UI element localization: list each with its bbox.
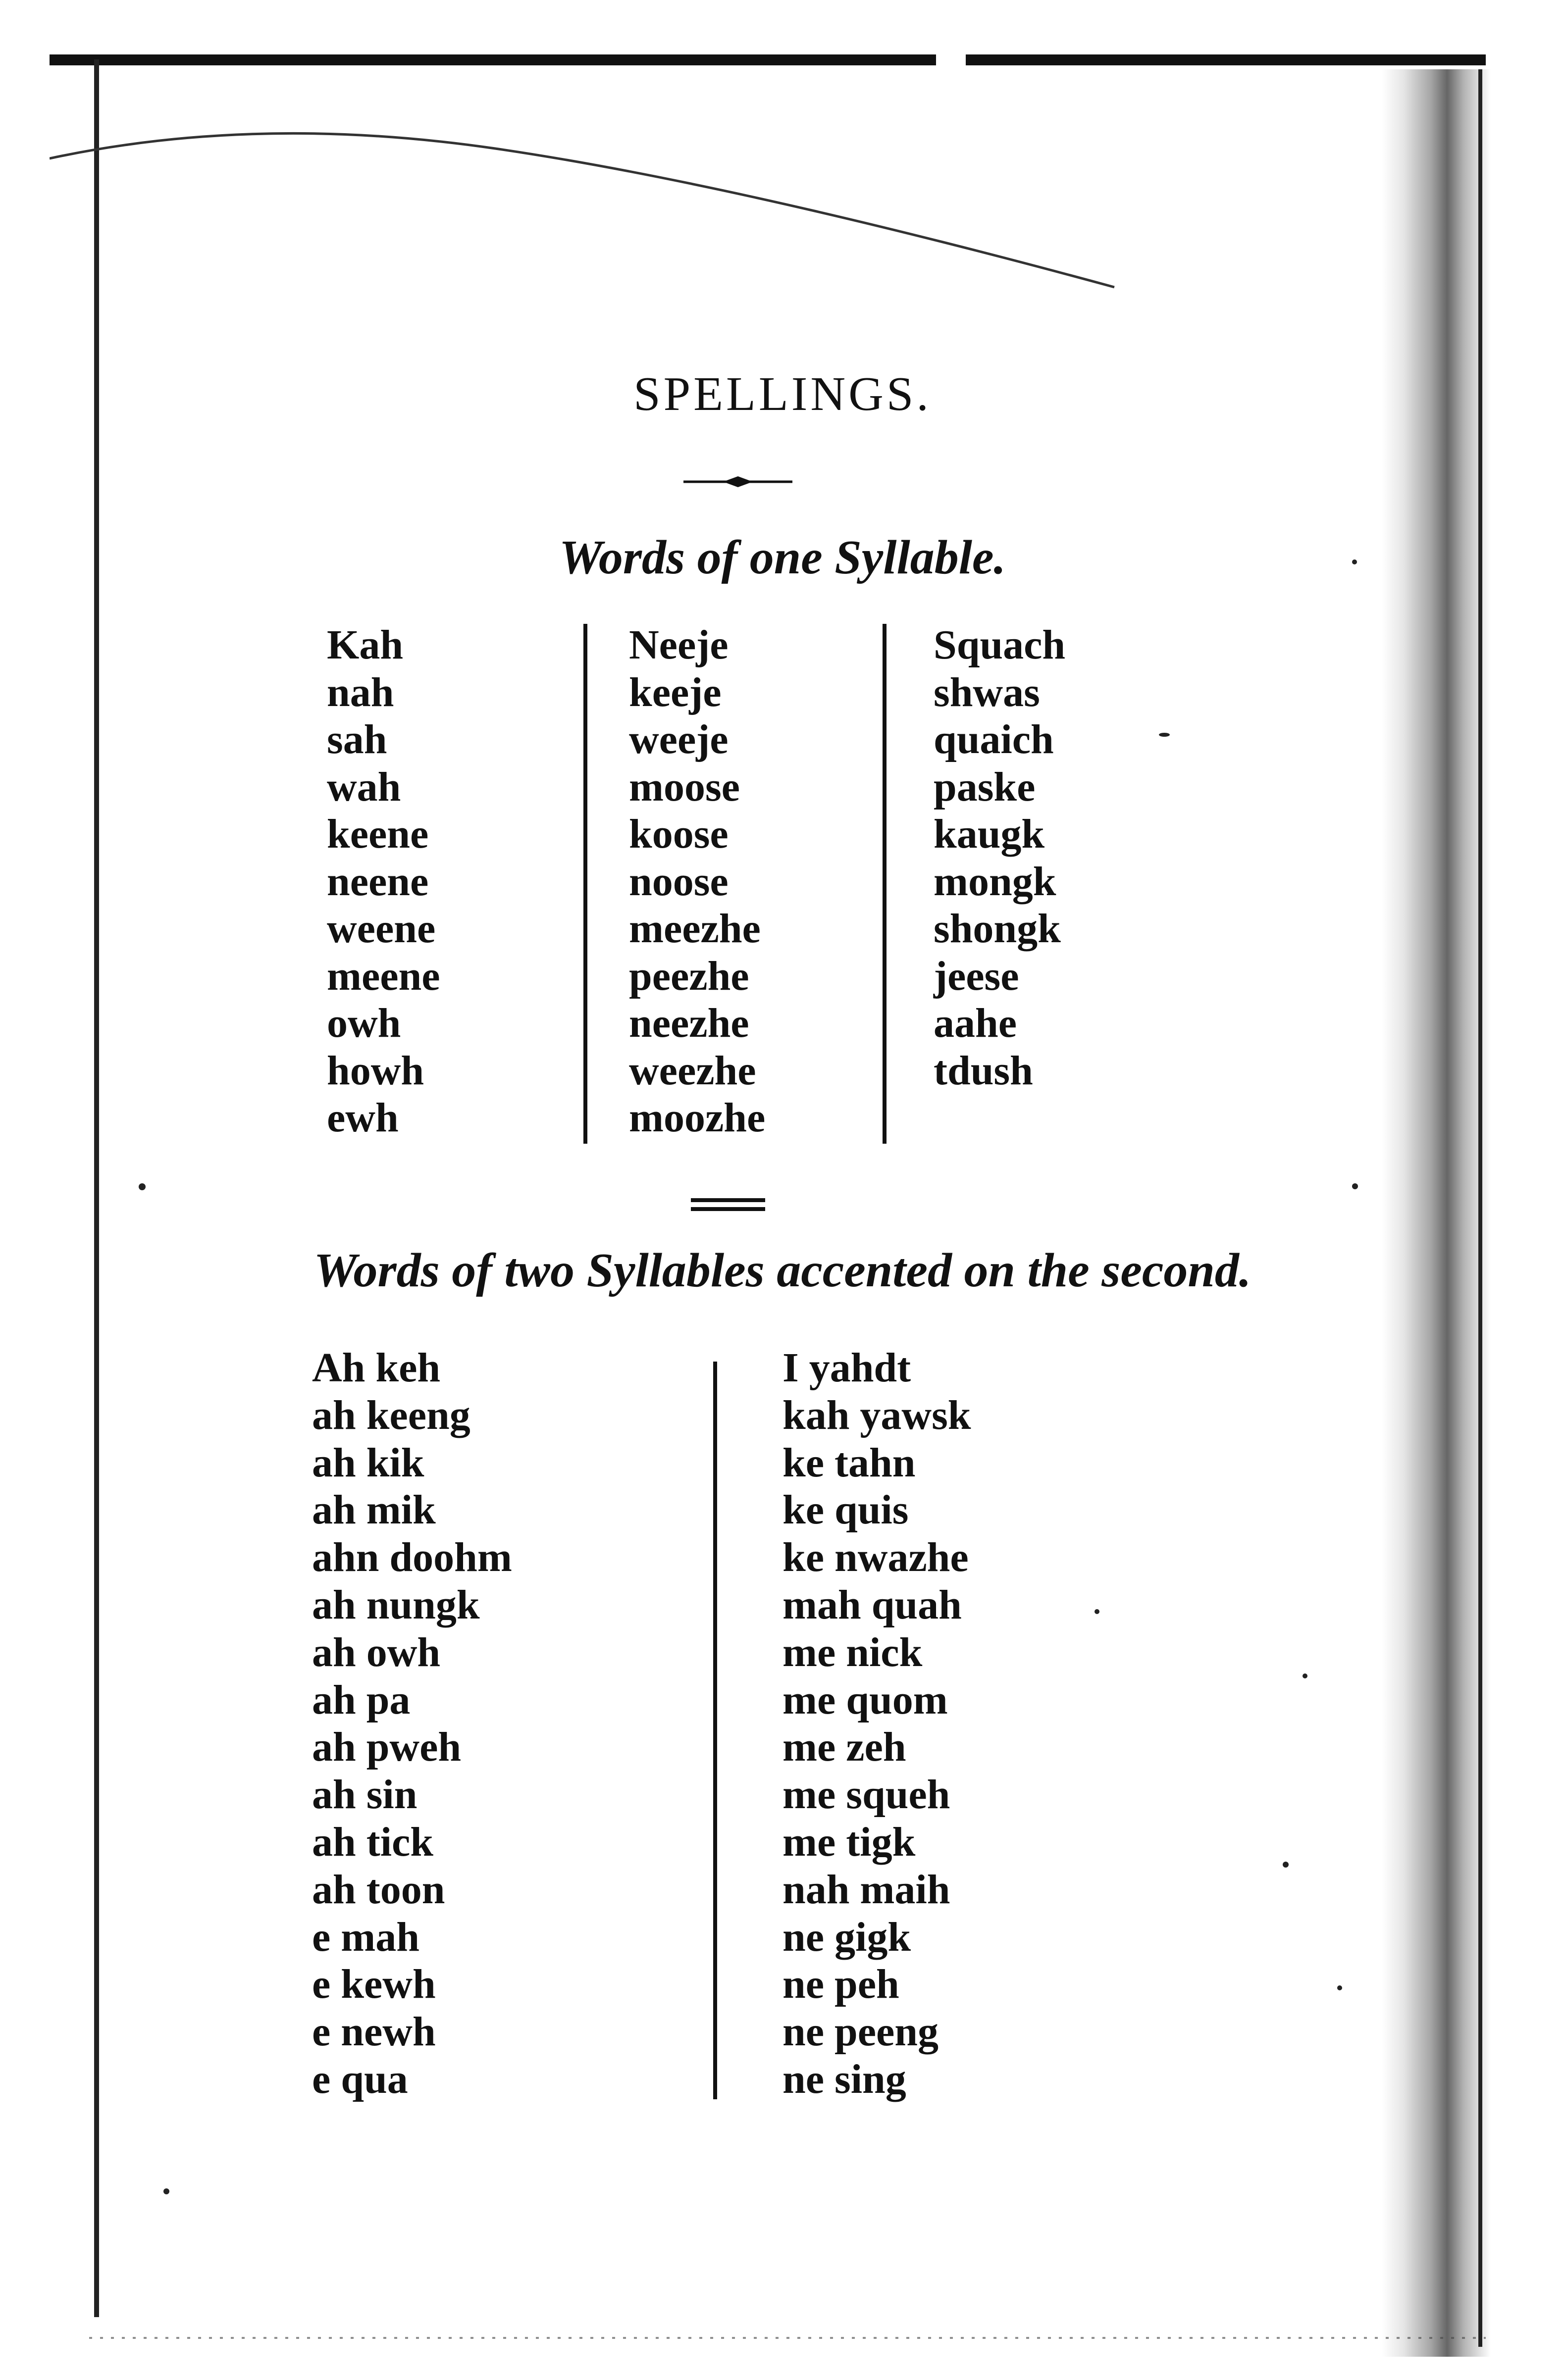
word: owh [327, 1000, 401, 1046]
word: ne peeng [782, 2009, 939, 2055]
word: me squeh [782, 1772, 950, 1818]
ink-speck [1303, 1673, 1307, 1678]
ink-speck [1352, 1183, 1358, 1189]
ink-speck [1283, 1862, 1289, 1868]
word: meezhe [629, 906, 761, 952]
word: ne sing [782, 2056, 906, 2102]
word: noose [629, 858, 729, 905]
word: ne gigk [782, 1914, 911, 1960]
word: e mah [312, 1914, 419, 1960]
word: sah [327, 716, 387, 762]
word: e kewh [312, 1961, 436, 2008]
word: ah pa [312, 1676, 411, 1723]
word: me quom [782, 1676, 948, 1723]
section-two-column-1 [312, 1344, 512, 2103]
page-title: SPELLINGS. [633, 367, 932, 421]
word: I yahdt [782, 1345, 911, 1391]
word: Ah keh [312, 1345, 441, 1391]
word: ahn doohm [312, 1534, 512, 1581]
word: tdush [934, 1047, 1033, 1094]
word: keene [327, 811, 429, 857]
word: me nick [782, 1629, 923, 1675]
word: peezhe [629, 953, 749, 999]
ink-speck [1352, 559, 1357, 564]
ink-speck [1337, 1985, 1342, 1990]
word: jeese [934, 953, 1019, 999]
word: ke tahn [782, 1439, 916, 1486]
word: neene [327, 858, 429, 905]
ink-speck [163, 2188, 169, 2194]
page-curl-line [50, 119, 1139, 297]
word: moose [629, 763, 740, 810]
word: me zeh [782, 1724, 906, 1771]
section-one-column-1 [327, 621, 440, 1142]
word: ah tick [312, 1819, 434, 1865]
word: Neeje [629, 622, 729, 668]
word: ke quis [782, 1487, 909, 1533]
word: kaugk [934, 811, 1045, 857]
ink-speck [139, 1183, 146, 1190]
word: mah quah [782, 1581, 962, 1628]
column-divider [883, 624, 887, 1144]
ink-speck [1159, 733, 1170, 737]
word: ah nungk [312, 1581, 480, 1628]
ink-speck [1095, 1609, 1099, 1614]
page-bottom-edge [89, 2337, 1486, 2339]
word: ah toon [312, 1866, 445, 1913]
word: koose [629, 811, 729, 857]
word: kah yawsk [782, 1392, 971, 1438]
section-one-column-3 [934, 621, 1065, 1094]
word: shongk [934, 906, 1061, 952]
word: weezhe [629, 1047, 756, 1094]
word: ah kik [312, 1439, 424, 1486]
word: mongk [934, 858, 1056, 905]
word: me tigk [782, 1819, 916, 1865]
word: neezhe [629, 1000, 749, 1046]
word: quaich [934, 716, 1054, 762]
section-one-column-2 [629, 621, 765, 1142]
word: shwas [934, 669, 1040, 715]
word: howh [327, 1047, 424, 1094]
ornament-divider [683, 475, 792, 488]
section-one-heading: Words of one Syllable. [559, 531, 1006, 584]
word: nah [327, 669, 394, 715]
word: Squach [934, 622, 1066, 668]
word: ne peh [782, 1961, 899, 2008]
word: ah keeng [312, 1392, 470, 1438]
word: ah owh [312, 1629, 441, 1675]
word: ah sin [312, 1772, 417, 1818]
word: ah mik [312, 1487, 436, 1533]
word: e newh [312, 2009, 436, 2055]
word: ke nwazhe [782, 1534, 969, 1581]
word: weeje [629, 716, 729, 762]
word: ah pweh [312, 1724, 462, 1771]
word: e qua [312, 2056, 408, 2102]
word: moozhe [629, 1095, 766, 1141]
page-top-rule [50, 54, 1486, 65]
word: aahe [934, 1000, 1017, 1046]
section-two-heading: Words of two Syllables accented on the second. [313, 1244, 1252, 1297]
column-divider [713, 1362, 717, 2099]
double-rule-divider [691, 1198, 765, 1213]
word: keeje [629, 669, 722, 715]
word: weene [327, 906, 436, 952]
word: wah [327, 763, 401, 810]
column-divider [583, 624, 587, 1144]
word: paske [934, 763, 1036, 810]
word: Kah [327, 622, 404, 668]
word: nah maih [782, 1866, 950, 1913]
section-two-column-2 [782, 1344, 971, 2103]
page-top-rule-gap [936, 51, 966, 68]
word: ewh [327, 1095, 399, 1141]
word: meene [327, 953, 440, 999]
